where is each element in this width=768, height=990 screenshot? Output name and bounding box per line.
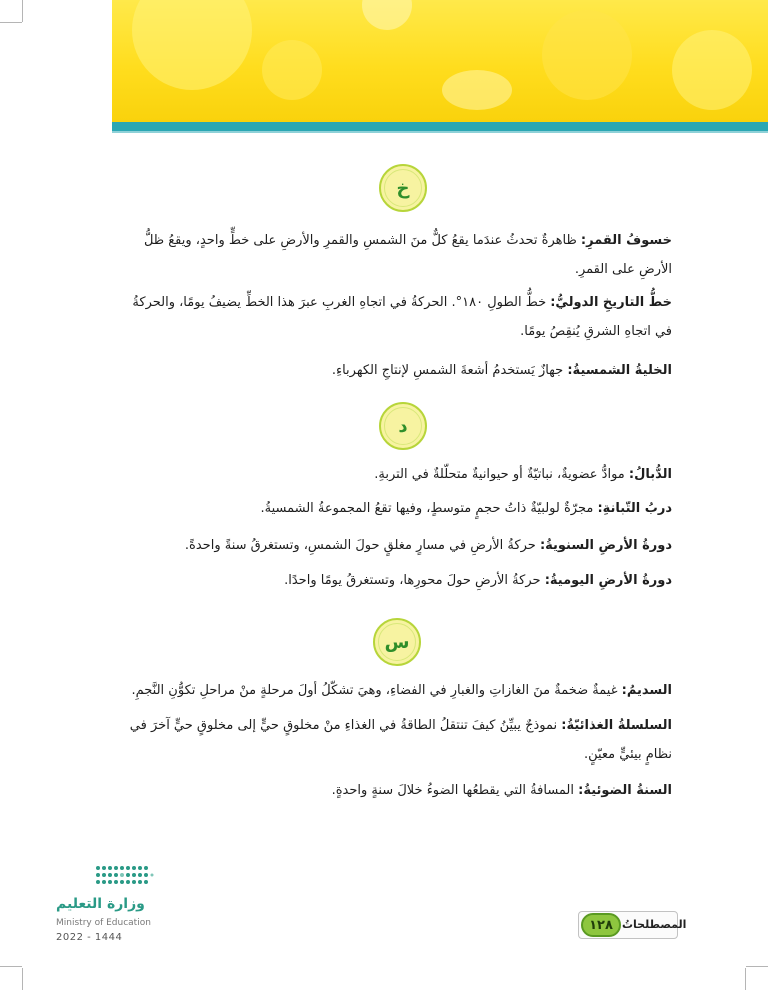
glossary-entry xyxy=(112,711,672,769)
header-divider-line xyxy=(112,131,768,133)
entry-term: السنةُ الضوئيةُ: xyxy=(578,783,672,798)
glossary-entry xyxy=(112,226,672,284)
ministry-name-arabic: وزارة التعليم xyxy=(56,896,145,912)
entry-term: السديمُ: xyxy=(621,683,672,698)
header-divider xyxy=(112,122,768,131)
ministry-name-english: Ministry of Education xyxy=(56,918,151,928)
section-letter: خ xyxy=(396,177,410,199)
glossary-entry xyxy=(112,776,672,805)
entry-definition: خطُّ الطولِ ١٨٠°. الحركةُ في اتجاهِ الغربِ عبرَ هذا الخطِّ يضيفُ يومًا، والحركةُ في اتجاهِ الشرقِ يُنقِصُ يومًا. xyxy=(132,295,672,339)
crop-mark xyxy=(0,22,22,23)
entry-definition: موادُّ عضويةٌ، نباتيّةٌ أو حيوانيةٌ متحلّلةٌ في التربةِ. xyxy=(374,467,629,482)
header-banner xyxy=(112,0,768,122)
glossary-entry xyxy=(112,460,672,489)
crop-mark xyxy=(22,968,23,990)
crop-mark xyxy=(746,966,768,967)
glossary-entry xyxy=(112,288,672,346)
entry-term: الخليةُ الشمسيةُ: xyxy=(567,363,672,378)
footer-section-label: المصطلحاتُ xyxy=(622,918,687,931)
entry-term: خطُّ التاريخِ الدوليُّ: xyxy=(550,295,672,310)
glossary-entry xyxy=(112,676,672,705)
glossary-entry xyxy=(112,356,672,385)
entry-definition: حركةُ الأرضِ حولَ محورِها، وتستغرقُ يومًا واحدًا. xyxy=(284,573,545,588)
entry-term: خسوفُ القمرِ: xyxy=(580,233,672,248)
entry-definition: نموذجٌ يبيِّنُ كيفَ تنتقلُ الطاقةُ في الغذاءِ منْ مخلوقٍ حيٍّ إلى مخلوقٍ حيٍّ آخرَ في نظامٍ بيئيٍّ معيّنٍ. xyxy=(129,718,672,762)
entry-definition: ظاهرةٌ تحدثُ عندَما يقعُ كلٌّ منَ الشمسِ والقمرِ والأرضِ على خطٍّ واحدٍ، ويقعُ ظلُّ الأرضِ على القمرِ. xyxy=(143,233,672,277)
edition-year: 2022 - 1444 xyxy=(56,932,123,943)
entry-definition: المسافةُ التي يقطعُها الضوءُ خلالَ سنةٍ واحدةٍ. xyxy=(331,783,579,798)
entry-term: دورةُ الأرضِ اليوميةُ: xyxy=(544,573,672,588)
section-letter: د xyxy=(398,415,408,437)
crop-mark xyxy=(745,968,746,990)
entry-definition: غيمةٌ ضخمةٌ منَ الغازاتِ والغبارِ في الفضاءِ، وهيَ تشكّلُ أولَ مرحلةٍ منْ مراحلِ تكوُّنِ النَّجمِ. xyxy=(131,683,622,698)
ministry-logo-icon xyxy=(94,862,154,892)
page-number: ١٢٨ xyxy=(589,917,613,933)
entry-definition: حركةُ الأرضِ في مسارٍ مغلقٍ حولَ الشمسِ، وتستغرقُ سنةً واحدةً. xyxy=(184,538,540,553)
glossary-entry xyxy=(112,531,672,560)
entry-term: دربُ التّبانةِ: xyxy=(597,501,672,516)
section-letter-badge xyxy=(379,164,427,212)
entry-term: الدُّبالُ: xyxy=(628,467,672,482)
entry-definition: جهازٌ يَستخدمُ أشعةَ الشمسِ لإنتاجِ الكهرباءِ. xyxy=(331,363,568,378)
section-letter-badge xyxy=(373,618,421,666)
glossary-entry xyxy=(112,566,672,595)
entry-definition: مجرّةٌ لولبيّةٌ ذاتُ حجمٍ متوسطٍ، وفيها تقعُ المجموعةُ الشمسيةُ. xyxy=(260,501,598,516)
page-number-badge xyxy=(581,913,621,937)
section-letter: س xyxy=(384,631,410,653)
entry-term: دورةُ الأرضِ السنويةُ: xyxy=(539,538,672,553)
entry-term: السلسلةُ الغذائيّةُ: xyxy=(561,718,672,733)
crop-mark xyxy=(22,0,23,22)
crop-mark xyxy=(0,966,22,967)
section-letter-badge xyxy=(379,402,427,450)
glossary-entry xyxy=(112,494,672,523)
